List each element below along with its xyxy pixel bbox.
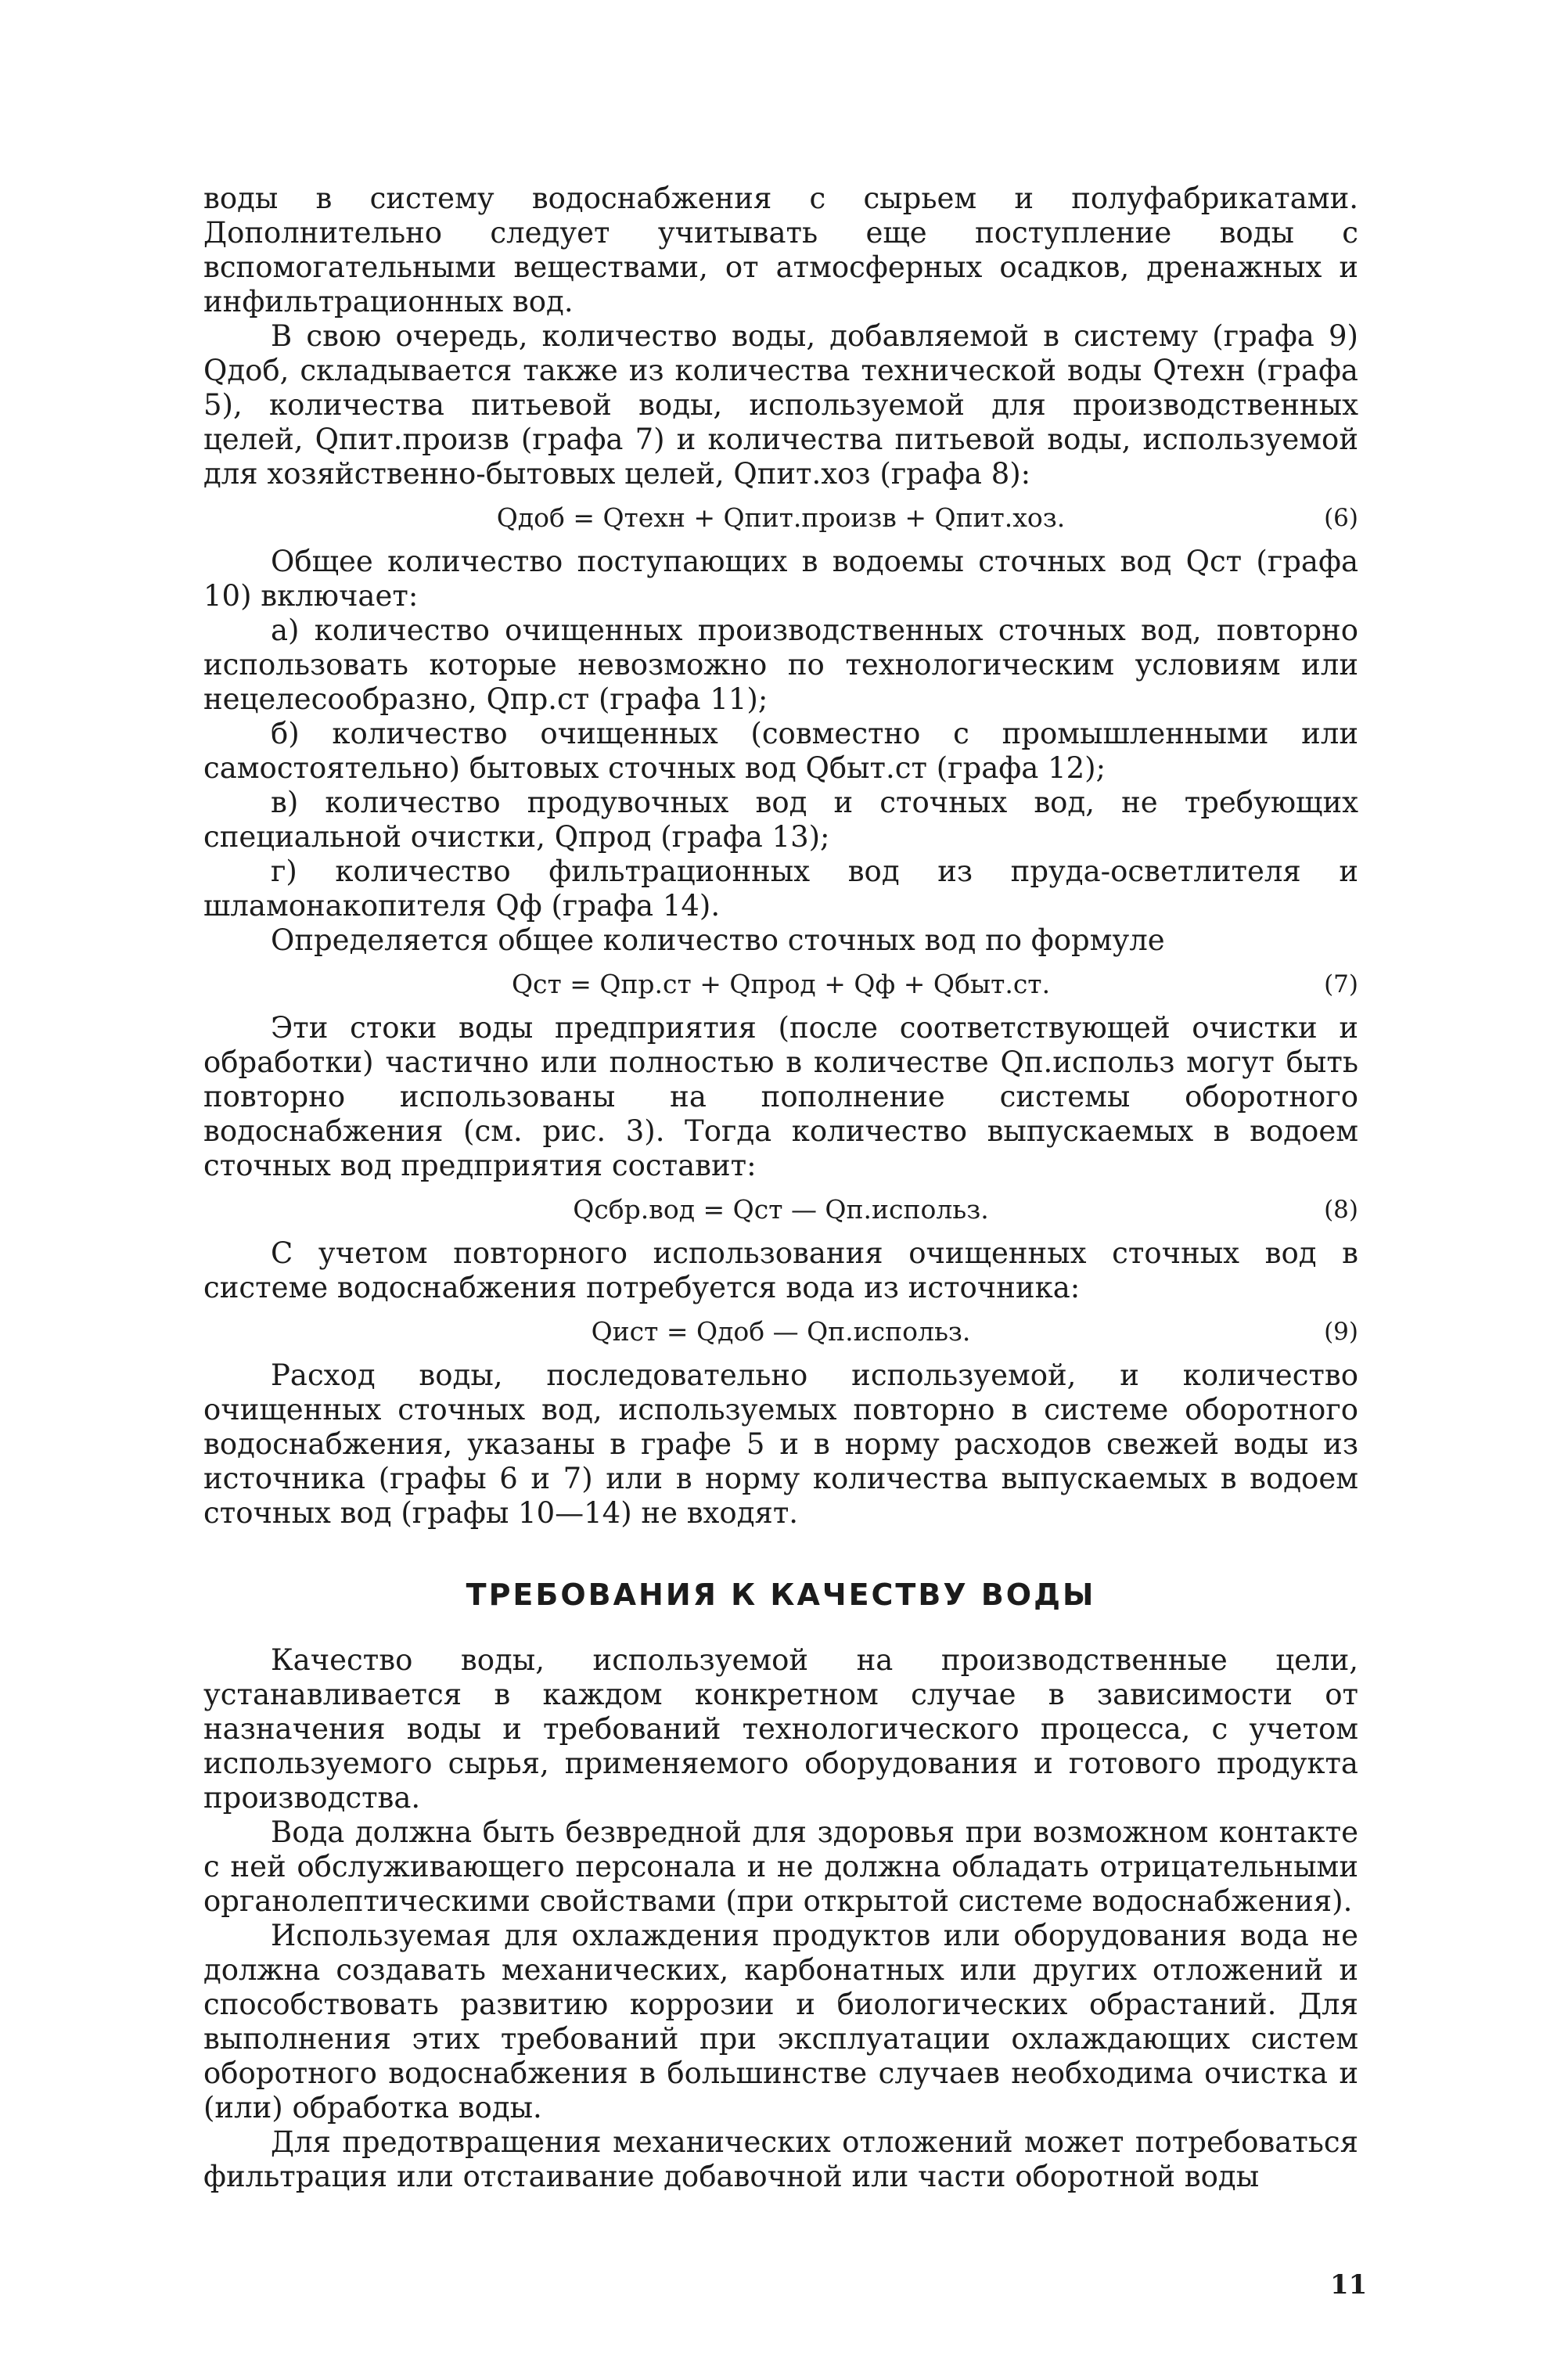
formula-expression: Qдоб = Qтехн + Qпит.произв + Qпит.хоз. [496,502,1066,533]
list-item: г) количество фильтрационных вод из пруда-осветлителя и шламонакопителя Qф (графа 14). [203,854,1358,923]
paragraph: С учетом повторного использования очищенных сточных вод в системе водоснабжения потребуется вода из источника: [203,1236,1358,1304]
paragraph: Эти стоки воды предприятия (после соответствующей очистки и обработки) частично или полностью в количестве Qп.использ могут быть повторно использованы на пополнение системы оборотного водоснабжения (см. рис. 3). Тогда количество выпускаемых в водоем сточных вод предприятия составит: [203,1011,1358,1182]
formula-expression: Qист = Qдоб — Qп.использ. [591,1316,971,1347]
paragraph: В свою очередь, количество воды, добавляемой в систему (графа 9) Qдоб, складывается также из количества технической воды Qтехн (графа 5), количества питьевой воды, используемой для производственных целей, Qпит.произв (графа 7) и количества питьевой воды, используемой для хозяйственно-бытовых целей, Qпит.хоз (графа 8): [203,319,1358,491]
paragraph: Определяется общее количество сточных вод по формуле [271,923,1165,957]
paragraph: Вода должна быть безвредной для здоровья при возможном контакте с ней обслуживающего персонала и не должна обладать отрицательными органолептическими свойствами (при открытой системе водоснабжения). [203,1815,1358,1918]
formula-7 [203,966,1358,1003]
paragraph: Для предотвращения механических отложений может потребоваться фильтрация или отстаивание добавочной или части оборотной воды [203,2125,1358,2193]
formula-number: (9) [1324,1318,1358,1346]
section-heading: ТРЕБОВАНИЯ К КАЧЕСТВУ ВОДЫ [466,1578,1096,1612]
formula-number: (6) [1324,504,1358,532]
list-item: в) количество продувочных вод и сточных вод, не требующих специальной очистки, Qпрод (графа 13); [203,786,1358,854]
text-column [203,182,1358,2194]
formula-number: (7) [1324,970,1358,998]
paragraph: Общее количество поступающих в водоемы сточных вод Qст (графа 10) включает: [203,545,1358,613]
formula-8 [203,1191,1358,1229]
formula-9 [203,1313,1358,1351]
formula-6 [203,499,1358,537]
paragraph: Качество воды, используемой на производственные цели, устанавливается в каждом конкретном случае в зависимости от назначения воды и требований технологического процесса, с учетом используемого сырья, применяемого оборудования и готового продукта производства. [203,1643,1358,1815]
formula-expression: Qсбр.вод = Qст — Qп.использ. [573,1194,989,1225]
formula-number: (8) [1324,1196,1358,1224]
list-item: б) количество очищенных (совместно с промышленными или самостоятельно) бытовых сточных вод Qбыт.ст (графа 12); [203,717,1358,785]
page-number: 11 [1330,2269,1368,2301]
paragraph: Расход воды, последовательно используемой, и количество очищенных сточных вод, используемых повторно в системе оборотного водоснабжения, указаны в графе 5 и в норму расходов свежей воды из источника (графы 6 и 7) или в норму количества выпускаемых в водоем сточных вод (графы 10—14) не входят. [203,1358,1358,1530]
list-item: а) количество очищенных производственных сточных вод, повторно использовать которые невозможно по технологическим условиям или нецелесообразно, Qпр.ст (графа 11); [203,613,1358,716]
paragraph: Используемая для охлаждения продуктов или оборудования вода не должна создавать механических, карбонатных или других отложений и способствовать развитию коррозии и биологических обрастаний. Для выполнения этих требований при эксплуатации охлаждающих систем оборотного водоснабжения в большинстве случаев необходима очистка и (или) обработка воды. [203,1919,1358,2125]
paragraph: воды в систему водоснабжения с сырьем и полуфабрикатами. Дополнительно следует учитывать еще поступление воды с вспомогательными веществами, от атмосферных осадков, дренажных и инфильтрационных вод. [203,182,1358,318]
formula-expression: Qст = Qпр.ст + Qпрод + Qф + Qбыт.ст. [511,969,1051,999]
